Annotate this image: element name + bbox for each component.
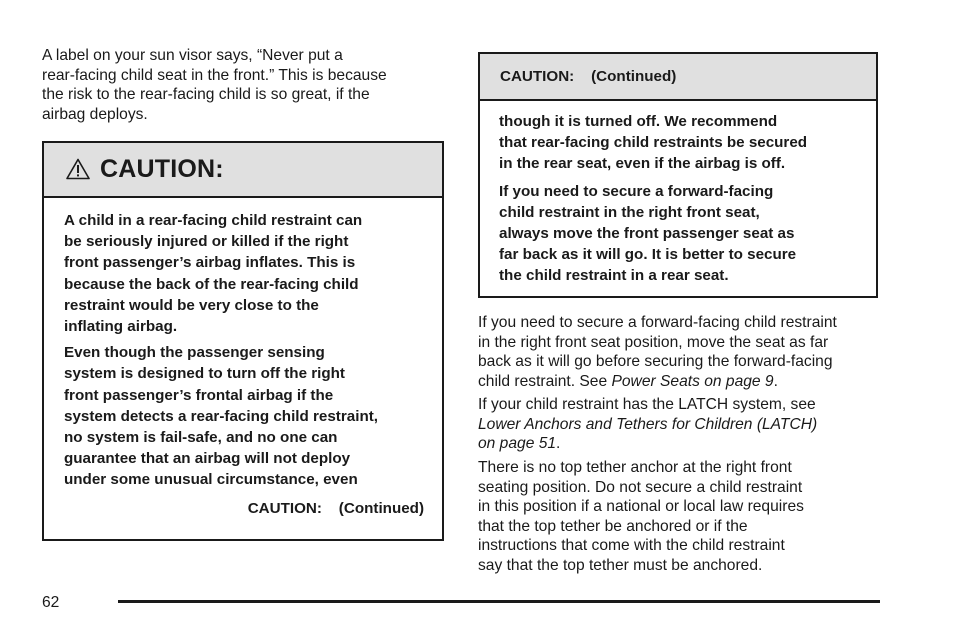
caution-continued-box: [478, 52, 878, 298]
caution-title: CAUTION:: [100, 155, 224, 183]
intro-line: A label on your sun visor says, “Never put a: [42, 47, 343, 64]
page-number: 62: [42, 594, 60, 611]
body-line: There is no top tether anchor at the right front: [478, 459, 792, 476]
caution-line: If you need to secure a forward-facing: [499, 182, 774, 200]
cross-reference-link[interactable]: Lower Anchors and Tethers for Children (LATCH): [478, 415, 818, 433]
caution-continued-body: [480, 101, 876, 287]
caution-line: child restraint in the right front seat,: [499, 203, 760, 221]
caution-line: A child in a rear-facing child restraint can: [64, 212, 363, 229]
caution-line: inflating airbag.: [64, 318, 178, 336]
footer-divider: [118, 600, 880, 603]
caution-continued-footer: CAUTION: (Continued): [247, 500, 424, 517]
body-line: instructions that come with the child restraint: [478, 537, 785, 555]
caution-line: the child restraint in a rear seat.: [499, 267, 729, 285]
warning-triangle-icon: [66, 158, 90, 180]
caution-line: because the back of the rear-facing child: [64, 275, 359, 293]
caution-line: front passenger’s frontal airbag if the: [64, 386, 334, 404]
caution-paragraph: [64, 210, 442, 337]
caution-paragraph: [64, 342, 442, 490]
caution-line: system detects a rear-facing child restraint,: [64, 407, 378, 425]
body-line: that the top tether be anchored or if the: [478, 517, 748, 535]
caution-line: though it is turned off. We recommend: [499, 113, 778, 130]
caution-line: restraint would be very close to the: [64, 296, 319, 314]
body-line: seating position. Do not secure a child restraint: [478, 478, 803, 496]
body-line: [478, 434, 888, 454]
caution-body: [44, 198, 442, 491]
caution-box: [42, 141, 444, 541]
caution-paragraph: [499, 111, 876, 175]
caution-header: [44, 143, 442, 198]
caution-line: Even though the passenger sensing: [64, 344, 325, 362]
caution-line: that rear-facing child restraints be secured: [499, 134, 808, 152]
body-paragraph-top-tether: [478, 458, 888, 576]
intro-line: airbag deploys.: [42, 105, 148, 123]
caution-line: front passenger’s airbag inflates. This is: [64, 254, 356, 272]
body-line: in the right front seat position, move the seat as far: [478, 333, 829, 351]
body-line: in this position if a national or local law requires: [478, 498, 804, 516]
body-line-text: .: [556, 435, 561, 453]
caution-continued-header: CAUTION: (Continued): [480, 54, 876, 101]
caution-line: no system is fail-safe, and no one can: [64, 429, 338, 447]
caution-line: system is designed to turn off the right: [64, 365, 345, 383]
body-paragraph-forward-facing: [478, 313, 888, 391]
cross-reference-link[interactable]: on page 51: [478, 435, 557, 453]
body-line: If your child restraint has the LATCH system, see: [478, 396, 816, 413]
caution-line: under some unusual circumstance, even: [64, 471, 358, 489]
body-line-text: .: [773, 372, 778, 390]
cross-reference-link[interactable]: Power Seats on page 9: [611, 372, 774, 390]
caution-line: far back as it will go. It is better to secure: [499, 246, 797, 264]
caution-line: guarantee that an airbag will not deploy: [64, 450, 351, 468]
intro-paragraph: [42, 46, 452, 124]
caution-paragraph: [499, 181, 876, 287]
body-line: If you need to secure a forward-facing child restraint: [478, 314, 837, 331]
caution-line: always move the front passenger seat as: [499, 225, 795, 243]
body-line-text: child restraint. See: [478, 372, 612, 390]
body-line: [478, 372, 888, 392]
intro-line: the risk to the rear-facing child is so great, if the: [42, 86, 370, 104]
caution-line: in the rear seat, even if the airbag is off.: [499, 155, 786, 173]
caution-line: be seriously injured or killed if the right: [64, 233, 349, 251]
body-line: say that the top tether must be anchored.: [478, 556, 763, 574]
body-paragraph-latch: [478, 395, 888, 454]
intro-line: rear-facing child seat in the front.” This is because: [42, 66, 387, 84]
body-line: back as it will go before securing the forward-facing: [478, 353, 833, 371]
